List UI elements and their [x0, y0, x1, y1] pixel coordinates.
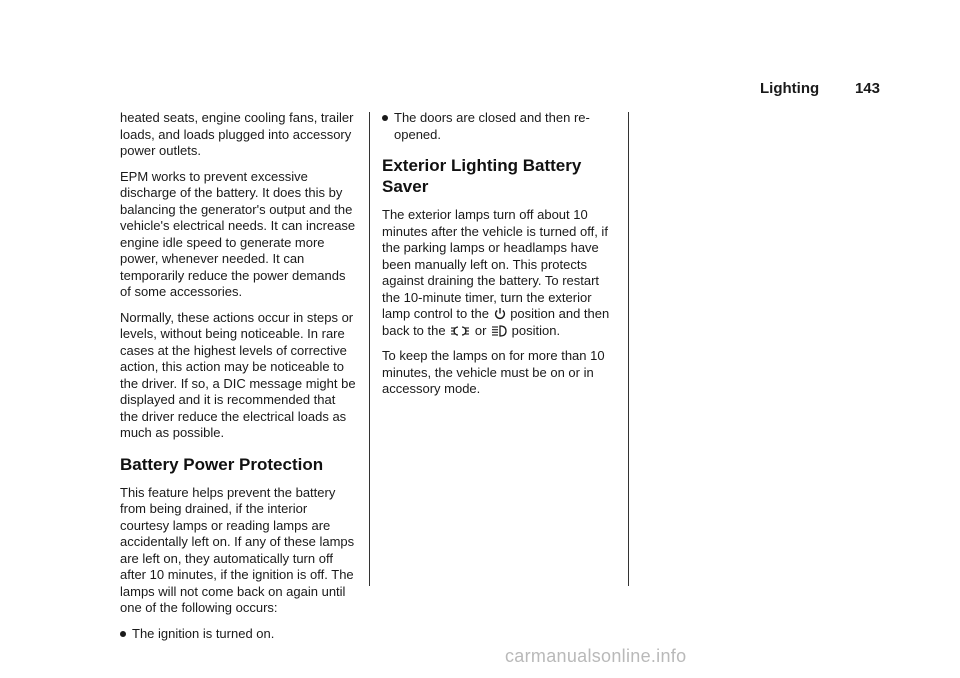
section-title: Lighting: [760, 80, 820, 97]
bullet-icon: [382, 115, 388, 121]
column-divider: [369, 112, 370, 586]
headlamps-icon: [491, 325, 507, 337]
parking-lamps-icon: [450, 325, 470, 337]
text-segment: The exterior lamps turn off about 10 minutes after the vehicle is turned off, if the parking lamps or headlamps have been manually left on. This protects against draining the battery. To restart the 10-minute timer, turn the exterior lamp control to the: [382, 207, 608, 321]
page-number: 143: [854, 80, 880, 97]
bullet-text: The doors are closed and then re-opened.: [394, 110, 590, 142]
bullet-text: The ignition is turned on.: [132, 625, 275, 641]
paragraph-epm-normally: Normally, these actions occur in steps or levels, without being noticeable. In rare cases at the highest levels of corrective action, this action may be noticeable to the driver. If so, a DIC message might be displayed and it is recommended that the driver reduce the electrical loads as much as possible.: [120, 309, 356, 440]
bullet-item: [120, 626, 356, 643]
paragraph-epm-works: EPM works to prevent excessive discharge of the battery. It does this by balancing the generator's output and the vehicle's electrical needs. It can increase engine idle speed to generate more power, whenever needed. It can temporarily reduce the power demands of some accessories.: [120, 168, 356, 299]
power-off-icon: [494, 307, 506, 320]
text-segment: position.: [511, 322, 561, 338]
paragraph-battery-protection: This feature helps prevent the battery from being drained, if the interior courtesy lamps or reading lamps are accidentally left on. If any of these lamps are left on, they automatically turn off after 10 minutes, if the ignition is off. The lamps will not come back on again until one of the following occurs:: [120, 484, 355, 615]
column-left: [120, 110, 356, 651]
text-segment: or: [474, 322, 487, 338]
column-middle: [382, 110, 618, 407]
heading-battery-power-protection: Battery Power Protection: [120, 454, 324, 474]
bullet-item: [382, 110, 618, 143]
column-divider: [628, 112, 629, 586]
watermark: carmanualsonline.info: [505, 646, 687, 666]
bullet-icon: [120, 631, 126, 637]
page-header: [760, 80, 880, 97]
paragraph-epm-loads: heated seats, engine cooling fans, trailer loads, and loads plugged into accessory power outlets.: [120, 110, 354, 158]
paragraph-exterior-saver: [382, 207, 618, 339]
paragraph-keep-lamps-on: To keep the lamps on for more than 10 minutes, the vehicle must be on or in accessory mode.: [382, 348, 605, 396]
heading-exterior-lighting-battery-saver: Exterior Lighting Battery Saver: [382, 156, 582, 196]
text-segment: position and then back to the: [382, 306, 610, 338]
